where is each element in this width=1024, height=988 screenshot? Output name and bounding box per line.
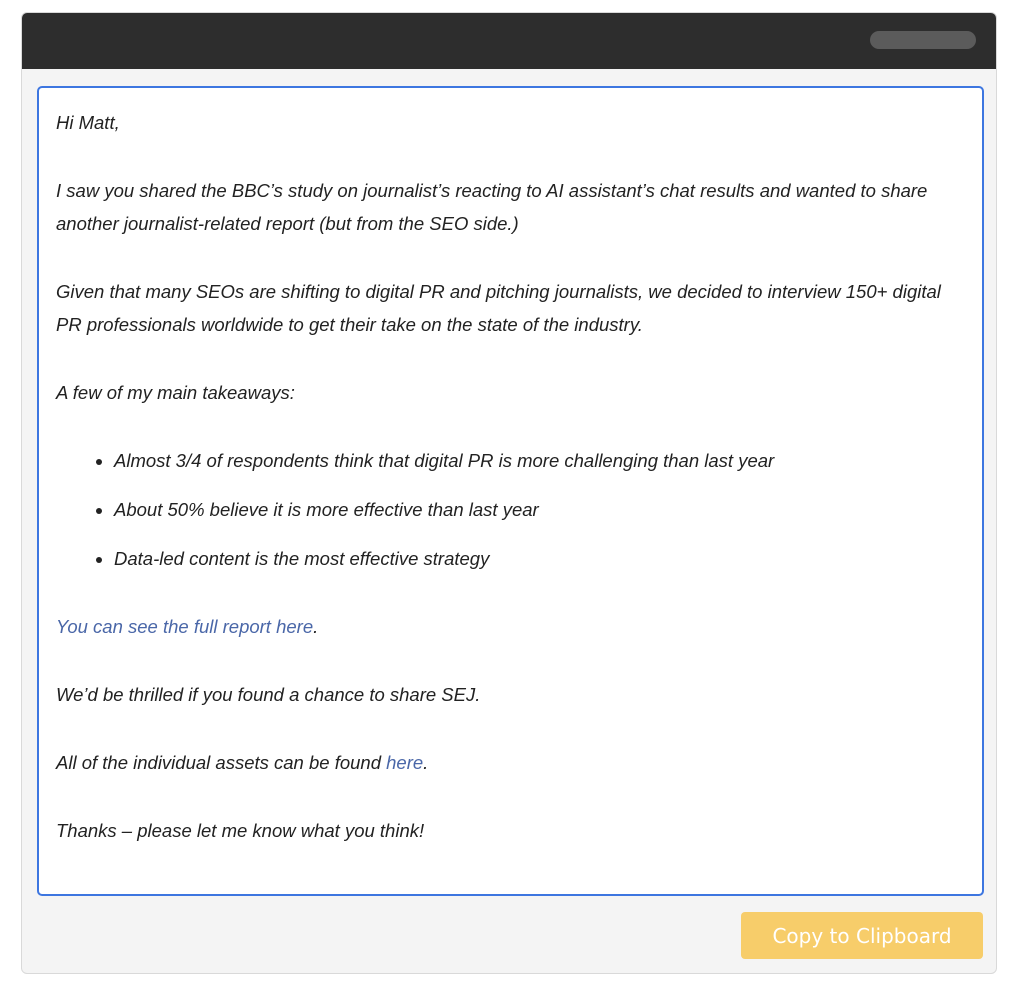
assets-paragraph	[56, 746, 965, 779]
paragraph-2: Given that many SEOs are shifting to digital PR and pitching journalists, we decided to interview 150+ digital PR professionals worldwide to get their take on the state of the industry.	[56, 281, 941, 335]
report-link-suffix: .	[313, 616, 319, 637]
assets-link[interactable]: here	[386, 752, 424, 773]
list-item: • About 50% believe it is more effective than last year	[114, 493, 965, 526]
email-editor[interactable]	[37, 86, 984, 896]
email-template-window	[21, 12, 997, 974]
list-item: • Almost 3/4 of respondents think that digital PR is more challenging than last year	[114, 444, 965, 477]
takeaways-list	[56, 444, 965, 575]
email-body	[56, 106, 965, 882]
list-item: • Data-led content is the most effective strategy	[114, 542, 965, 575]
title-bar-pill	[870, 31, 976, 49]
report-paragraph	[56, 610, 965, 643]
closing: Thanks – please let me know what you think!	[56, 820, 425, 841]
title-bar	[22, 13, 996, 69]
assets-suffix: .	[423, 752, 429, 773]
share-paragraph: We’d be thrilled if you found a chance to share SEJ.	[56, 684, 481, 705]
copy-to-clipboard-button[interactable]: Copy to Clipboard	[741, 912, 983, 959]
report-link[interactable]: You can see the full report here	[56, 616, 314, 637]
paragraph-1: I saw you shared the BBC’s study on journalist’s reacting to AI assistant’s chat results and wanted to share another journalist-related report (but from the SEO side.)	[56, 180, 928, 234]
assets-text: All of the individual assets can be found	[56, 752, 387, 773]
takeaways-intro: A few of my main takeaways:	[56, 382, 295, 403]
greeting: Hi Matt,	[56, 112, 120, 133]
